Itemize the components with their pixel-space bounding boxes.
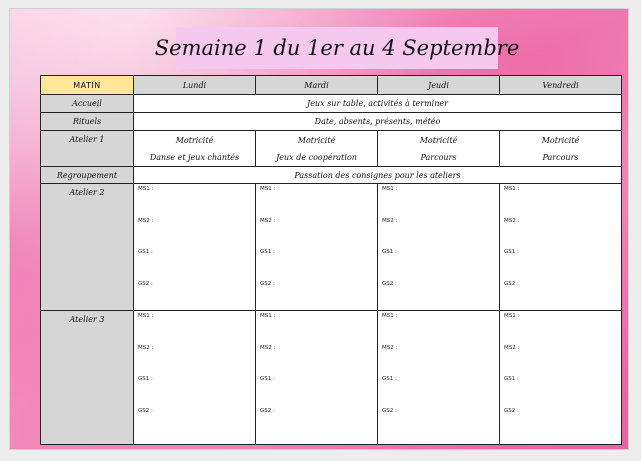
header-day-mardi: Mardi	[256, 76, 378, 95]
group-slot-gs2: GS2 :	[260, 280, 275, 287]
group-slot-gs2: GS2 :	[504, 280, 519, 287]
atelier1-domain: Motricité	[297, 135, 336, 145]
row-label-atelier2: Atelier 2	[41, 184, 134, 311]
row-atelier2	[41, 184, 622, 311]
rituels-content: Date, absents, présents, météo	[134, 113, 622, 131]
atelier1-cell-lundi	[134, 131, 256, 167]
atelier3-cell-mardi	[256, 311, 378, 445]
row-label-regroupement: Regroupement	[41, 167, 134, 184]
atelier1-activity: Jeux de coopération	[276, 152, 357, 162]
header-row	[41, 76, 622, 95]
group-slot-gs2: GS2 :	[260, 407, 275, 414]
row-label-accueil: Accueil	[41, 95, 134, 113]
header-matin: MATIN	[41, 76, 134, 95]
group-slot-gs1: GS1 :	[382, 376, 397, 382]
atelier2-cell-vendredi	[500, 184, 622, 311]
weekly-planner-table	[40, 75, 622, 445]
group-slot-ms1: MS1 :	[382, 186, 398, 192]
group-slot-ms1: MS1 :	[504, 313, 520, 319]
atelier1-cell-vendredi	[500, 131, 622, 167]
group-slot-ms1: MS1 :	[260, 313, 276, 319]
row-regroupement	[41, 167, 622, 184]
group-slot-gs1: GS1 :	[138, 249, 153, 255]
header-day-vendredi: Vendredi	[500, 76, 622, 95]
group-slot-ms1: MS1 :	[260, 186, 276, 192]
planner-page	[9, 8, 629, 450]
row-atelier3	[41, 311, 622, 445]
atelier2-cell-jeudi	[378, 184, 500, 311]
group-slot-ms2: MS2 :	[504, 344, 520, 351]
atelier1-domain: Motricité	[175, 135, 214, 145]
group-slot-gs1: GS1 :	[260, 376, 275, 382]
atelier1-cell-jeudi	[378, 131, 500, 167]
group-slot-gs2: GS2 :	[138, 280, 153, 287]
row-label-atelier3: Atelier 3	[41, 311, 134, 445]
atelier2-cell-mardi	[256, 184, 378, 311]
group-slot-gs1: GS1 :	[504, 376, 519, 382]
row-label-rituels: Rituels	[41, 113, 134, 131]
group-slot-gs2: GS2 :	[382, 407, 397, 414]
group-slot-gs2: GS2 :	[504, 407, 519, 414]
row-rituels	[41, 113, 622, 131]
group-slot-ms2: MS2 :	[382, 344, 398, 351]
accueil-content: Jeux sur table, activités à terminer	[134, 95, 622, 113]
atelier1-activity: Danse et jeux chantés	[149, 152, 240, 162]
row-accueil	[41, 95, 622, 113]
group-slot-gs1: GS1 :	[260, 249, 275, 255]
atelier3-cell-jeudi	[378, 311, 500, 445]
header-day-jeudi: Jeudi	[378, 76, 500, 95]
atelier3-cell-vendredi	[500, 311, 622, 445]
group-slot-ms2: MS2 :	[138, 344, 154, 351]
atelier1-domain: Motricité	[541, 135, 580, 145]
group-slot-ms1: MS1 :	[138, 186, 154, 192]
regroupement-content: Passation des consignes pour les ateliers	[134, 167, 622, 184]
group-slot-ms1: MS1 :	[504, 186, 520, 192]
group-slot-ms2: MS2 :	[260, 217, 276, 224]
page-title: Semaine 1 du 1er au 4 Septembre	[154, 36, 520, 60]
atelier1-activity: Parcours	[420, 152, 457, 162]
row-label-atelier1: Atelier 1	[41, 131, 134, 167]
group-slot-gs2: GS2 :	[382, 280, 397, 287]
group-slot-ms2: MS2 :	[382, 217, 398, 224]
group-slot-gs2: GS2 :	[138, 407, 153, 414]
atelier1-activity: Parcours	[542, 152, 579, 162]
group-slot-gs1: GS1 :	[504, 249, 519, 255]
group-slot-gs1: GS1 :	[382, 249, 397, 255]
group-slot-gs1: GS1 :	[138, 376, 153, 382]
group-slot-ms2: MS2 :	[504, 217, 520, 224]
header-day-lundi: Lundi	[134, 76, 256, 95]
row-atelier1	[41, 131, 622, 167]
group-slot-ms1: MS1 :	[382, 313, 398, 319]
group-slot-ms1: MS1 :	[138, 313, 154, 319]
title-banner	[154, 27, 520, 69]
atelier1-domain: Motricité	[419, 135, 458, 145]
group-slot-ms2: MS2 :	[260, 344, 276, 351]
atelier2-cell-lundi	[134, 184, 256, 311]
group-slot-ms2: MS2 :	[138, 217, 154, 224]
atelier3-cell-lundi	[134, 311, 256, 445]
atelier1-cell-mardi	[256, 131, 378, 167]
